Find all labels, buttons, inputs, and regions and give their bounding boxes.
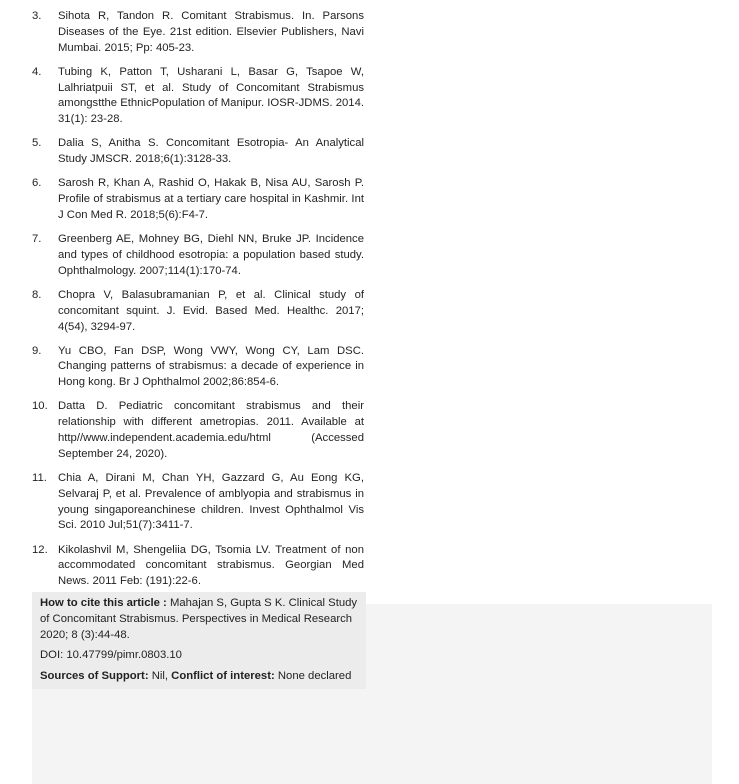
reference-number: 8. — [32, 288, 42, 301]
reference-item — [32, 65, 364, 128]
reference-text: Greenberg AE, Mohney BG, Diehl NN, Bruke JP. Incidence and types of childhood esotropia: a population based study. Ophthalmology. 2007;114(1):170-74. — [58, 233, 364, 277]
reference-item — [32, 344, 364, 391]
reference-number: 3. — [32, 10, 42, 22]
page-margin — [712, 0, 739, 784]
reference-number: 6. — [32, 177, 42, 190]
reference-item — [32, 176, 364, 223]
reference-number: 5. — [32, 137, 42, 150]
reference-item — [32, 136, 364, 168]
reference-text: Chia A, Dirani M, Chan YH, Gazzard G, Au Eong KG, Selvaraj P, et al. Prevalence of amblyopia and strabismus in young singaporeanchinese children. Invest Ophthalmol Vis Sci. 2010 Jul;51(7):3411-7. — [58, 472, 364, 532]
reference-item — [32, 288, 364, 335]
reference-text: Yu CBO, Fan DSP, Wong VWY, Wong CY, Lam DSC. Changing patterns of strabismus: a decade of experience in Hong kong. Br J Ophthalmol 2002;86:854-6. — [58, 344, 364, 389]
reference-number: 12. — [32, 543, 48, 556]
reference-text: Sihota R, Tandon R. Comitant Strabismus. In. Parsons Diseases of the Eye. 21st edition. Elsevier Publishers, Navi Mumbai. 2015; Pp: 405-23. — [58, 10, 364, 54]
reference-text: Kikolashvil M, Shengeliia DG, Tsomia LV. Treatment of non accommodated concomitant strabismus. Georgian Med News. 2011 Feb: (191):22-6. — [58, 543, 364, 588]
conflict-label: Conflict of interest: — [168, 670, 275, 683]
conflict-value: None declared — [274, 670, 352, 683]
reference-text: Dalia S, Anitha S. Concomitant Esotropia- An Analytical Study JMSCR. 2018;6(1):3128-33. — [58, 137, 364, 166]
reference-item — [32, 232, 364, 279]
citation-box — [32, 592, 366, 689]
reference-number: 7. — [32, 233, 42, 246]
support-value: Nil, — [148, 670, 169, 683]
reference-item — [32, 9, 364, 56]
reference-number: 10. — [32, 400, 48, 413]
reference-item — [32, 399, 364, 462]
reference-text: Tubing K, Patton T, Usharani L, Basar G, Tsapoe W, Lalhriatpuii ST, et al. Study of Concomitant Strabismus amongstthe EthnicPopulation of Manipur. IOSR-JDMS. 2014. 31(1): 23-28. — [58, 65, 364, 126]
citation-paragraph — [40, 596, 366, 643]
reference-item — [32, 543, 364, 590]
reference-number: 11. — [32, 472, 47, 485]
citation-text: Mahajan S, Gupta S K. Clinical Study of Concomitant Strabismus. Perspectives in Medical Research 2020; 8 (3):44-48. — [40, 597, 358, 641]
reference-list — [32, 9, 364, 598]
support-line — [40, 669, 366, 685]
reference-text: Datta D. Pediatric concomitant strabismus and their relationship with different ametropias. 2011. Available at http//www.independent.academia.edu/html (Accessed September 24, 2020). — [58, 400, 364, 460]
citation-heading: How to cite this article : — [40, 597, 167, 609]
reference-text: Chopra V, Balasubramanian P, et al. Clinical study of concomitant squint. J. Evid. Based Med. Healthc. 2017; 4(54), 3294-97. — [58, 288, 364, 333]
reference-number: 9. — [32, 344, 42, 357]
reference-text: Sarosh R, Khan A, Rashid O, Hakak B, Nisa AU, Sarosh P. Profile of strabismus at a tertiary care hospital in Kashmir. Int J Con Med R. 2018;5(6):F4-7. — [58, 177, 364, 221]
doi-line: DOI: 10.47799/pimr.0803.10 — [40, 649, 182, 662]
reference-number: 4. — [32, 65, 42, 78]
support-label: Sources of Support: — [40, 670, 149, 683]
reference-item — [32, 471, 364, 534]
